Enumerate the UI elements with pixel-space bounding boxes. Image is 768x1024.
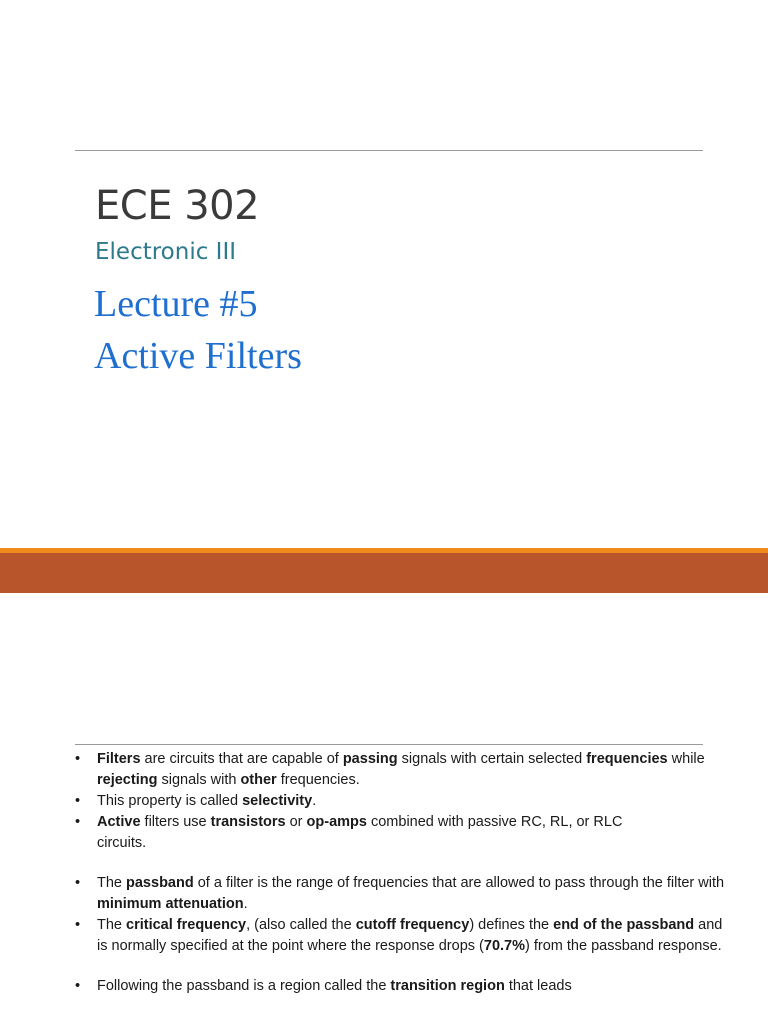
lecture-number: Lecture #5 (94, 283, 258, 325)
footer-band (0, 553, 768, 593)
bullet-icon: • (75, 751, 81, 767)
lecture-topic: Active Filters (94, 335, 302, 377)
note-passband: • The passband of a filter is the range of frequencies that are allowed to pass through the filter with minimum attenuation. (75, 875, 725, 912)
lecture-title (94, 278, 302, 382)
note-active-filters: • Active filters use transistors or op-amps combined with passive RC, RL, or RLC circuits. (75, 814, 623, 851)
spacer (75, 854, 735, 873)
notes-divider (75, 744, 703, 745)
bullet-icon: • (75, 814, 81, 830)
spacer (75, 957, 735, 976)
note-transition-region: • Following the passband is a region called the transition region that leads (75, 976, 735, 997)
note-critical-frequency: • The critical frequency, (also called the cutoff frequency) defines the end of the passband and is normally specified at the point where the response drops (70.7%) from the passband response. (75, 917, 723, 954)
bullet-icon: • (75, 978, 81, 994)
course-name: Electronic III (95, 239, 237, 265)
title-top-divider (75, 150, 703, 151)
bullet-icon: • (75, 917, 81, 933)
course-code: ECE 302 (95, 183, 260, 229)
note-filters-definition: • Filters are circuits that are capable of passing signals with certain selected frequencies while rejecting signals with other frequencies. (75, 751, 705, 788)
note-selectivity: • This property is called selectivity. (75, 791, 735, 812)
lecture-notes (75, 749, 735, 997)
bullet-icon: • (75, 793, 81, 809)
bullet-icon: • (75, 875, 81, 891)
